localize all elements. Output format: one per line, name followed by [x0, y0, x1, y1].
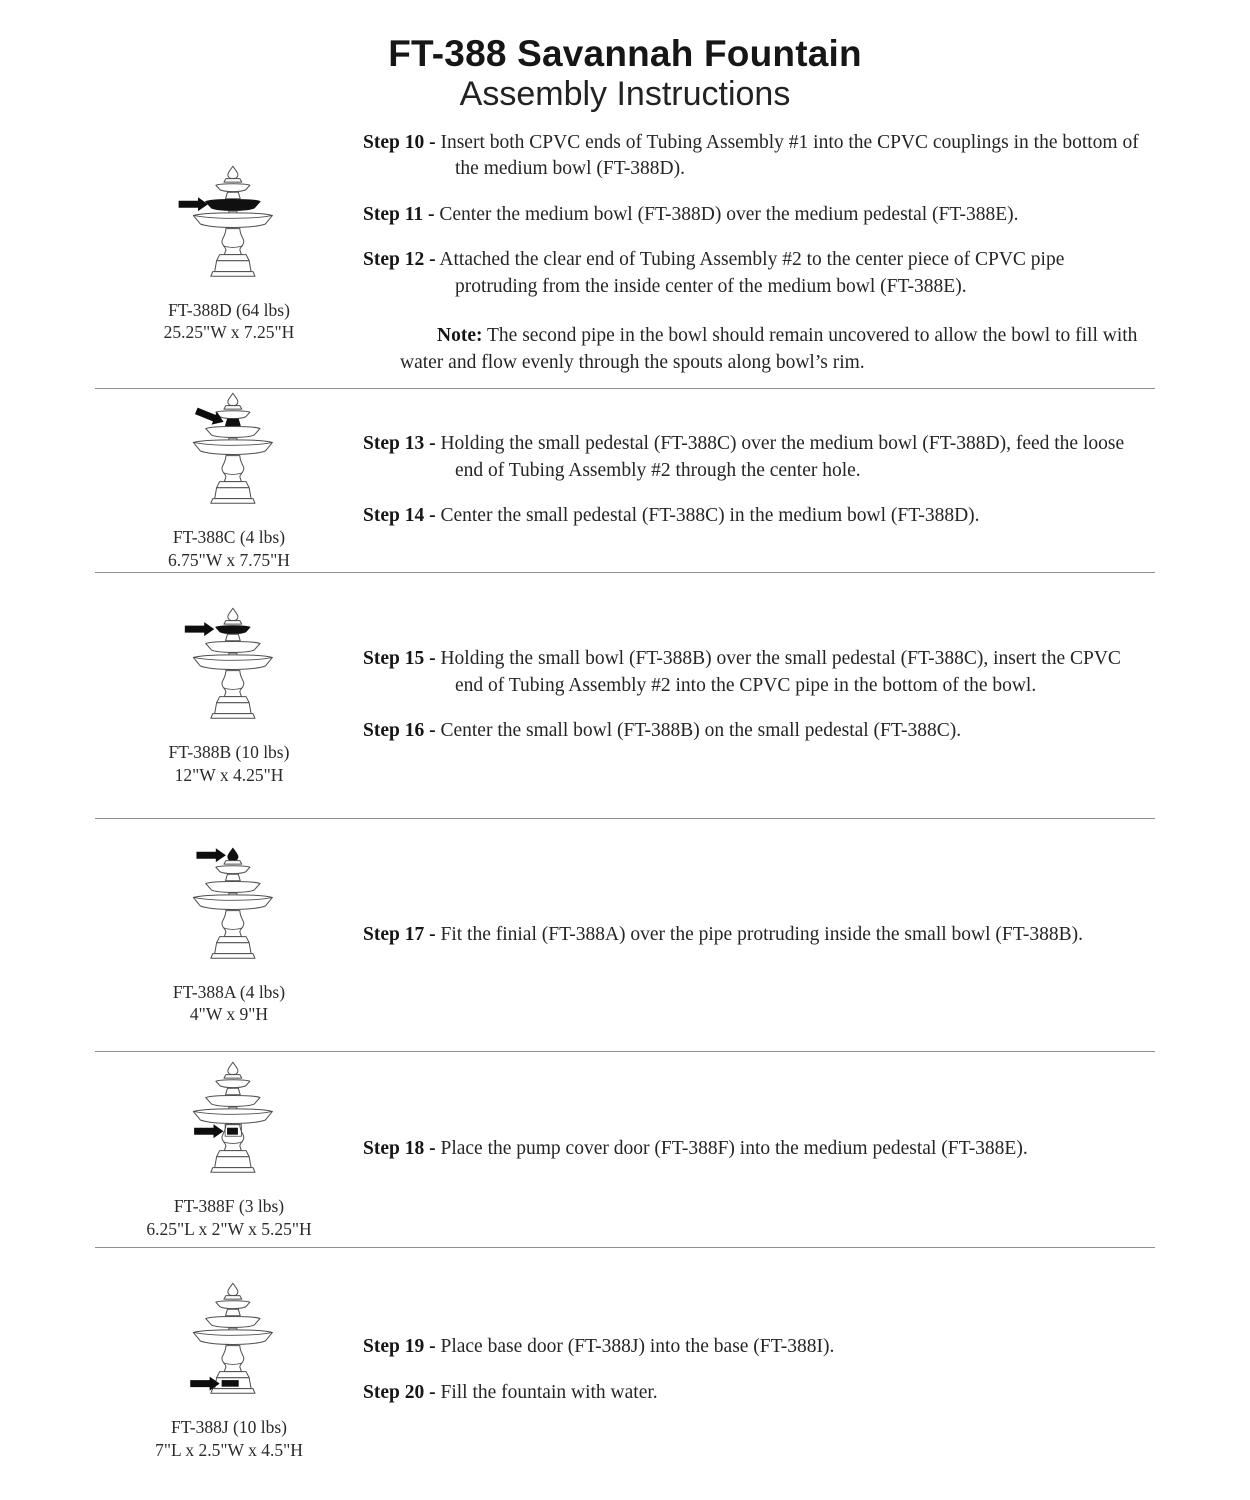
step-label: Step 15 -: [363, 648, 436, 670]
step-label: Step 10 -: [363, 131, 436, 153]
small-bowl-part: [216, 1301, 250, 1309]
finial-base-disc: [224, 621, 242, 624]
fountain-drawing: [167, 163, 291, 295]
base-plinth-part: [217, 1372, 250, 1378]
figure-block: [95, 390, 363, 571]
page-subtitle: Assembly Instructions: [459, 74, 791, 113]
pedestal-part: [222, 456, 244, 482]
base-plinth-part: [217, 936, 250, 942]
step-label: Step 13 -: [363, 433, 436, 455]
steps-column: [363, 1136, 1155, 1163]
base-plinth-part: [217, 254, 250, 260]
part-caption: [168, 526, 290, 571]
small-pedestal-part: [226, 192, 241, 199]
fountain-illustration: [167, 1059, 291, 1191]
fountain-parts: [193, 1283, 272, 1393]
base-plinth-part: [217, 1151, 250, 1157]
step-instruction: [363, 718, 1147, 745]
small-pedestal-part: [226, 1088, 241, 1095]
assembly-section-ft388a: [95, 819, 1155, 1051]
base-main-part: [215, 1157, 251, 1168]
large-bowl-part: [193, 1109, 272, 1124]
step-label: Step 14 -: [363, 505, 436, 527]
base-plinth-part: [217, 482, 250, 488]
fountain-drawing: [167, 1059, 291, 1191]
part-dimensions: 6.25"L x 2"W x 5.25"H: [146, 1218, 312, 1239]
step-instruction: [363, 1334, 1147, 1361]
pointer-arrow-icon: [185, 622, 214, 636]
assembly-section-ft388j: [95, 1248, 1155, 1493]
fountain-parts: [193, 393, 272, 503]
step-text: Holding the small pedestal (FT-388C) over the medium bowl (FT-388D), feed the loose end of Tubing Assembly #2 through the center hole.: [440, 433, 1125, 481]
figure-block: [95, 605, 363, 786]
steps-column: [363, 646, 1155, 745]
base-door-part: [222, 1381, 238, 1387]
step-text: Center the small bowl (FT-388B) on the small pedestal (FT-388C).: [440, 720, 962, 742]
step-instruction: [363, 247, 1147, 300]
step-instruction: [363, 922, 1147, 949]
base-plinth-part: [217, 697, 250, 703]
base-bottom-step: [211, 1168, 255, 1173]
base-main-part: [215, 260, 251, 271]
fountain-drawing: [167, 390, 291, 522]
part-dimensions: 12"W x 4.25"H: [174, 764, 284, 785]
step-label: Step 17 -: [363, 923, 436, 945]
large-bowl-part: [193, 440, 272, 455]
fountain-parts: [193, 848, 272, 958]
note-text: [363, 323, 1147, 376]
pointer-arrow-icon: [194, 1124, 223, 1138]
base-main-part: [215, 488, 251, 499]
step-label: Step 20 -: [363, 1382, 436, 1403]
step-text: Attached the clear end of Tubing Assembly #2 to the center piece of CPVC pipe protruding from the inside center of the medium bowl (FT-388E).: [439, 249, 1065, 297]
part-dimensions: 25.25"W x 7.25"H: [163, 322, 295, 342]
medium-bowl-part: [206, 427, 260, 438]
step-text: Holding the small bowl (FT-388B) over the small pedestal (FT-388C), insert the CPVC end of Tubing Assembly #2 into the CPVC pipe in the bottom of the bowl.: [440, 648, 1121, 696]
medium-bowl-part: [206, 1096, 260, 1107]
note-label: Note:: [437, 325, 483, 347]
part-caption: [173, 981, 285, 1026]
fountain-parts: [193, 166, 272, 276]
step-instruction: [363, 202, 1147, 229]
part-dimensions: 4"W x 9"H: [189, 1004, 269, 1024]
part-caption: [146, 1195, 311, 1240]
finial-base-disc: [224, 860, 242, 863]
step-text: Center the medium bowl (FT-388D) over the medium pedestal (FT-388E).: [439, 203, 1019, 225]
small-bowl-part: [216, 626, 250, 634]
fountain-illustration: [167, 163, 291, 295]
base-main-part: [215, 703, 251, 714]
finial-part: [228, 166, 238, 178]
steps-column: [363, 922, 1155, 949]
step-text: Place base door (FT-388J) into the base (FT-388I).: [440, 1336, 835, 1358]
fountain-drawing: [167, 605, 291, 737]
small-pedestal-part: [226, 1309, 241, 1316]
small-pedestal-part: [226, 634, 241, 641]
part-caption: [155, 1416, 303, 1461]
finial-base-disc: [224, 1075, 242, 1078]
finial-part: [228, 1283, 238, 1295]
base-bottom-step: [211, 953, 255, 958]
part-label: FT-388F (3 lbs): [173, 1196, 285, 1217]
figure-block: [95, 845, 363, 1026]
base-bottom-step: [211, 271, 255, 276]
large-bowl-part: [193, 894, 272, 909]
step-text: Fit the finial (FT-388A) over the pipe protruding inside the small bowl (FT-388B).: [440, 923, 1083, 945]
fountain-drawing: [167, 845, 291, 977]
fountain-illustration: [167, 605, 291, 737]
step-instruction: [363, 646, 1147, 699]
part-label: FT-388B (10 lbs): [168, 742, 290, 763]
assembly-section-ft388d: [95, 118, 1155, 388]
part-dimensions: 6.75"W x 7.75"H: [168, 549, 290, 570]
large-bowl-part: [193, 212, 272, 227]
small-bowl-part: [216, 183, 250, 191]
pointer-arrow-icon: [179, 197, 208, 211]
part-caption: [164, 299, 295, 344]
medium-bowl-part: [206, 1317, 260, 1328]
step-instruction: [363, 130, 1147, 183]
pedestal-part: [222, 671, 244, 697]
step-label: Step 18 -: [363, 1138, 436, 1160]
step-label: Step 12 -: [363, 249, 436, 271]
page-title: FT-388 Savannah Fountain: [388, 33, 862, 74]
figure-block: [95, 1280, 363, 1461]
base-bottom-step: [211, 714, 255, 719]
fountain-illustration: [167, 845, 291, 977]
step-text: Insert both CPVC ends of Tubing Assembly #1 into the CPVC couplings in the bottom of the medium bowl (FT-388D).: [440, 131, 1139, 180]
medium-bowl-part: [206, 199, 260, 210]
finial-part: [228, 393, 238, 405]
page-header: [95, 0, 1155, 118]
step-instruction: [363, 503, 1147, 530]
step-text: Place the pump cover door (FT-388F) into the medium pedestal (FT-388E).: [440, 1138, 1028, 1160]
figure-block: [95, 1059, 363, 1240]
finial-base-disc: [224, 178, 242, 181]
steps-column: [363, 431, 1155, 530]
finial-base-disc: [224, 406, 242, 409]
pedestal-part: [222, 1346, 244, 1372]
step-label: Step 19 -: [363, 1336, 436, 1358]
finial-base-disc: [224, 1296, 242, 1299]
medium-bowl-part: [206, 642, 260, 653]
large-bowl-part: [193, 655, 272, 670]
fountain-drawing: [167, 1280, 291, 1412]
step-text: Fill the fountain with water.: [440, 1382, 658, 1403]
pedestal-part: [222, 228, 244, 254]
note-body: The second pipe in the bowl should remain uncovered to allow the bowl to fill with water and flow evenly through the spouts along bowl’s rim.: [400, 325, 1138, 373]
small-bowl-part: [216, 865, 250, 873]
small-bowl-part: [216, 411, 250, 419]
finial-part: [228, 848, 238, 860]
step-label: Step 11 -: [363, 203, 435, 225]
part-label: FT-388J (10 lbs): [170, 1417, 288, 1438]
base-main-part: [215, 942, 251, 953]
part-dimensions: 7"L x 2.5"W x 4.5"H: [155, 1439, 303, 1460]
step-label: Step 16 -: [363, 720, 436, 742]
step-instruction: [363, 1136, 1147, 1163]
pedestal-part: [222, 910, 244, 936]
part-label: FT-388C (4 lbs): [172, 527, 286, 548]
fountain-illustration: [167, 390, 291, 522]
base-bottom-step: [211, 499, 255, 504]
step-instruction: [363, 431, 1147, 484]
finial-part: [228, 1062, 238, 1074]
figure-block: [95, 163, 363, 344]
large-bowl-part: [193, 1330, 272, 1345]
part-label: FT-388A (4 lbs): [172, 981, 286, 1002]
pointer-arrow-icon: [196, 848, 225, 862]
assembly-section-ft388b: [95, 573, 1155, 818]
base-bottom-step: [211, 1389, 255, 1394]
small-pedestal-part: [226, 419, 241, 426]
part-label: FT-388D (64 lbs): [168, 299, 290, 320]
medium-bowl-part: [206, 881, 260, 892]
step-instruction: [363, 1380, 1147, 1407]
small-bowl-part: [216, 1080, 250, 1088]
assembly-section-ft388c: [95, 389, 1155, 572]
assembly-section-ft388f: [95, 1052, 1155, 1247]
steps-column: [363, 1334, 1155, 1406]
small-pedestal-part: [226, 874, 241, 881]
finial-part: [228, 608, 238, 620]
fountain-parts: [193, 1062, 272, 1172]
part-caption: [169, 741, 290, 786]
steps-column: [363, 130, 1155, 377]
step-text: Center the small pedestal (FT-388C) in the medium bowl (FT-388D).: [440, 505, 980, 527]
fountain-illustration: [167, 1280, 291, 1412]
